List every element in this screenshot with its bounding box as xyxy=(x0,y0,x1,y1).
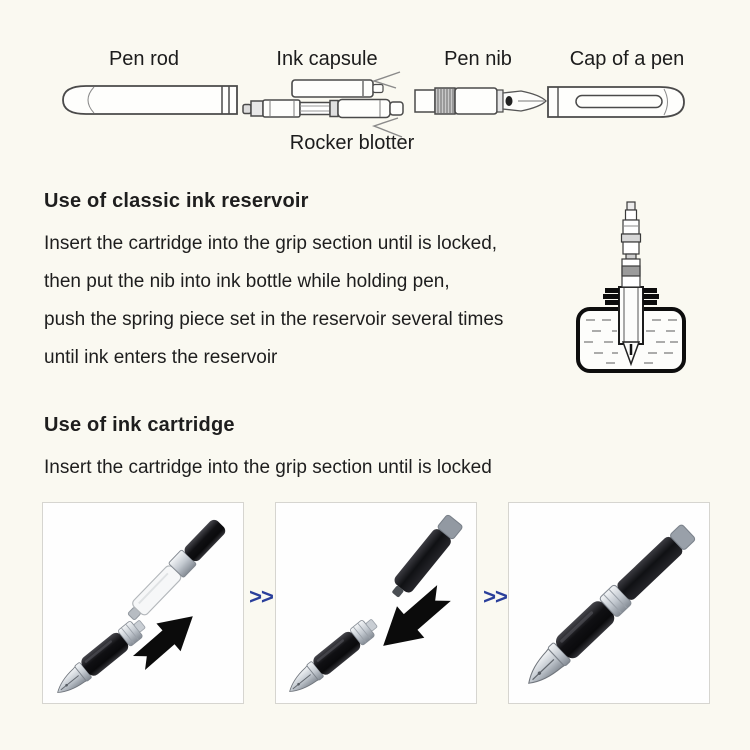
pen-cap-drawing xyxy=(548,87,684,117)
step-2-illustration xyxy=(276,503,476,703)
label-pen-rod: Pen rod xyxy=(108,48,180,70)
pen-grip-section xyxy=(51,615,150,701)
label-rocker-blotter: Rocker blotter xyxy=(289,132,415,154)
label-cap-of-a-pen: Cap of a pen xyxy=(569,48,685,70)
ink-capsule-drawing xyxy=(292,80,383,97)
reservoir-heading: Use of classic ink reservoir xyxy=(44,190,309,212)
step-1-illustration xyxy=(43,503,243,703)
ink-cartridge xyxy=(386,513,464,601)
pen-rod-drawing xyxy=(63,86,237,114)
label-ink-capsule: Ink capsule xyxy=(276,48,378,70)
cartridge-line-1: Insert the cartridge into the grip section until is locked xyxy=(44,457,492,478)
converter-drawing xyxy=(243,100,403,118)
step-photo-panel-2 xyxy=(275,502,477,704)
label-pen-nib: Pen nib xyxy=(444,48,512,70)
pen-nib-drawing xyxy=(415,88,546,114)
step-3-illustration xyxy=(509,503,709,703)
pen-grip-section xyxy=(283,614,382,700)
converter xyxy=(123,517,228,624)
reservoir-line-3: push the spring piece set in the reservoir several times xyxy=(44,308,504,330)
step-photo-panel-3 xyxy=(508,502,710,704)
converter-callout-mark xyxy=(374,118,402,137)
pen-parts-line-drawing xyxy=(0,40,750,170)
bottle-neck-tube xyxy=(619,287,643,344)
ink-bottle-diagram xyxy=(572,192,694,384)
step-separator-chevrons: >> xyxy=(249,584,273,609)
cartridge-instructions-section xyxy=(44,414,589,496)
reservoir-line-2: then put the nib into ink bottle while holding pen, xyxy=(44,270,450,292)
step-separator-chevrons: >> xyxy=(483,584,507,609)
pen-in-bottle-barrel xyxy=(622,202,641,287)
reservoir-instructions-section xyxy=(44,190,589,386)
cartridge-heading: Use of ink cartridge xyxy=(44,414,235,436)
step-photo-panel-1 xyxy=(42,502,244,704)
reservoir-line-4: until ink enters the reservoir xyxy=(44,346,278,368)
assembled-pen xyxy=(519,521,698,693)
down-arrow-icon xyxy=(370,577,458,661)
reservoir-line-1: Insert the cartridge into the grip section until is locked, xyxy=(44,233,498,254)
